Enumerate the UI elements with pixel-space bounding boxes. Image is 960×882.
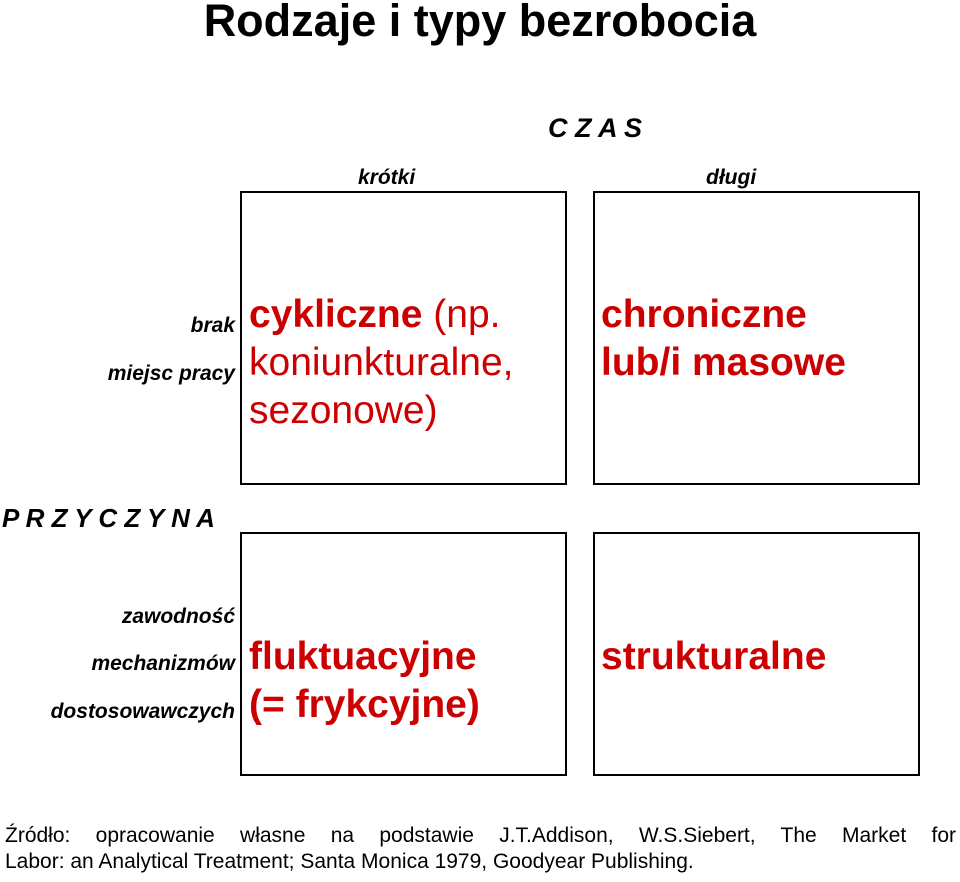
axis-cause-label: P R Z Y C Z Y N A xyxy=(2,503,215,533)
axis-time-short: krótki xyxy=(358,166,416,189)
source-line-1: Źródło: opracowanie własne na podstawie J.T.Addison, W.S.Siebert, The Market for xyxy=(5,824,956,847)
cell-bottom-left-line-1: fluktuacyjne xyxy=(249,635,477,678)
cell-bottom-left-line-2: (= frykcyjne) xyxy=(249,683,480,726)
cell-top-left-bold: cykliczne xyxy=(249,293,423,336)
source-line-2: Labor: an Analytical Treatment; Santa Monica 1979, Goodyear Publishing. xyxy=(5,850,694,873)
cell-top-right-line-1: chroniczne xyxy=(601,293,807,336)
cell-top-left-line-2: koniunkturalne, xyxy=(249,341,514,384)
cell-top-left-line-3: sezonowe) xyxy=(249,389,438,432)
cause-bottom-line-2: mechanizmów xyxy=(91,652,235,675)
cause-top-line-1: brak xyxy=(190,314,235,337)
page-title: Rodzaje i typy bezrobocia xyxy=(203,0,757,46)
cause-top-line-2: miejsc pracy xyxy=(107,362,235,385)
cause-bottom-line-1: zawodność xyxy=(121,605,235,628)
cell-bottom-right-line-1: strukturalne xyxy=(601,635,827,678)
cause-bottom-line-3: dostosowawczych xyxy=(50,700,235,723)
axis-time-label: C Z A S xyxy=(548,113,642,143)
cell-top-left-line-1 xyxy=(249,291,501,339)
source-note xyxy=(5,823,956,875)
axis-time-long: długi xyxy=(706,166,757,189)
cell-top-left-rest-1: (np. xyxy=(422,293,501,336)
cell-top-right-line-2: lub/i masowe xyxy=(601,341,846,384)
